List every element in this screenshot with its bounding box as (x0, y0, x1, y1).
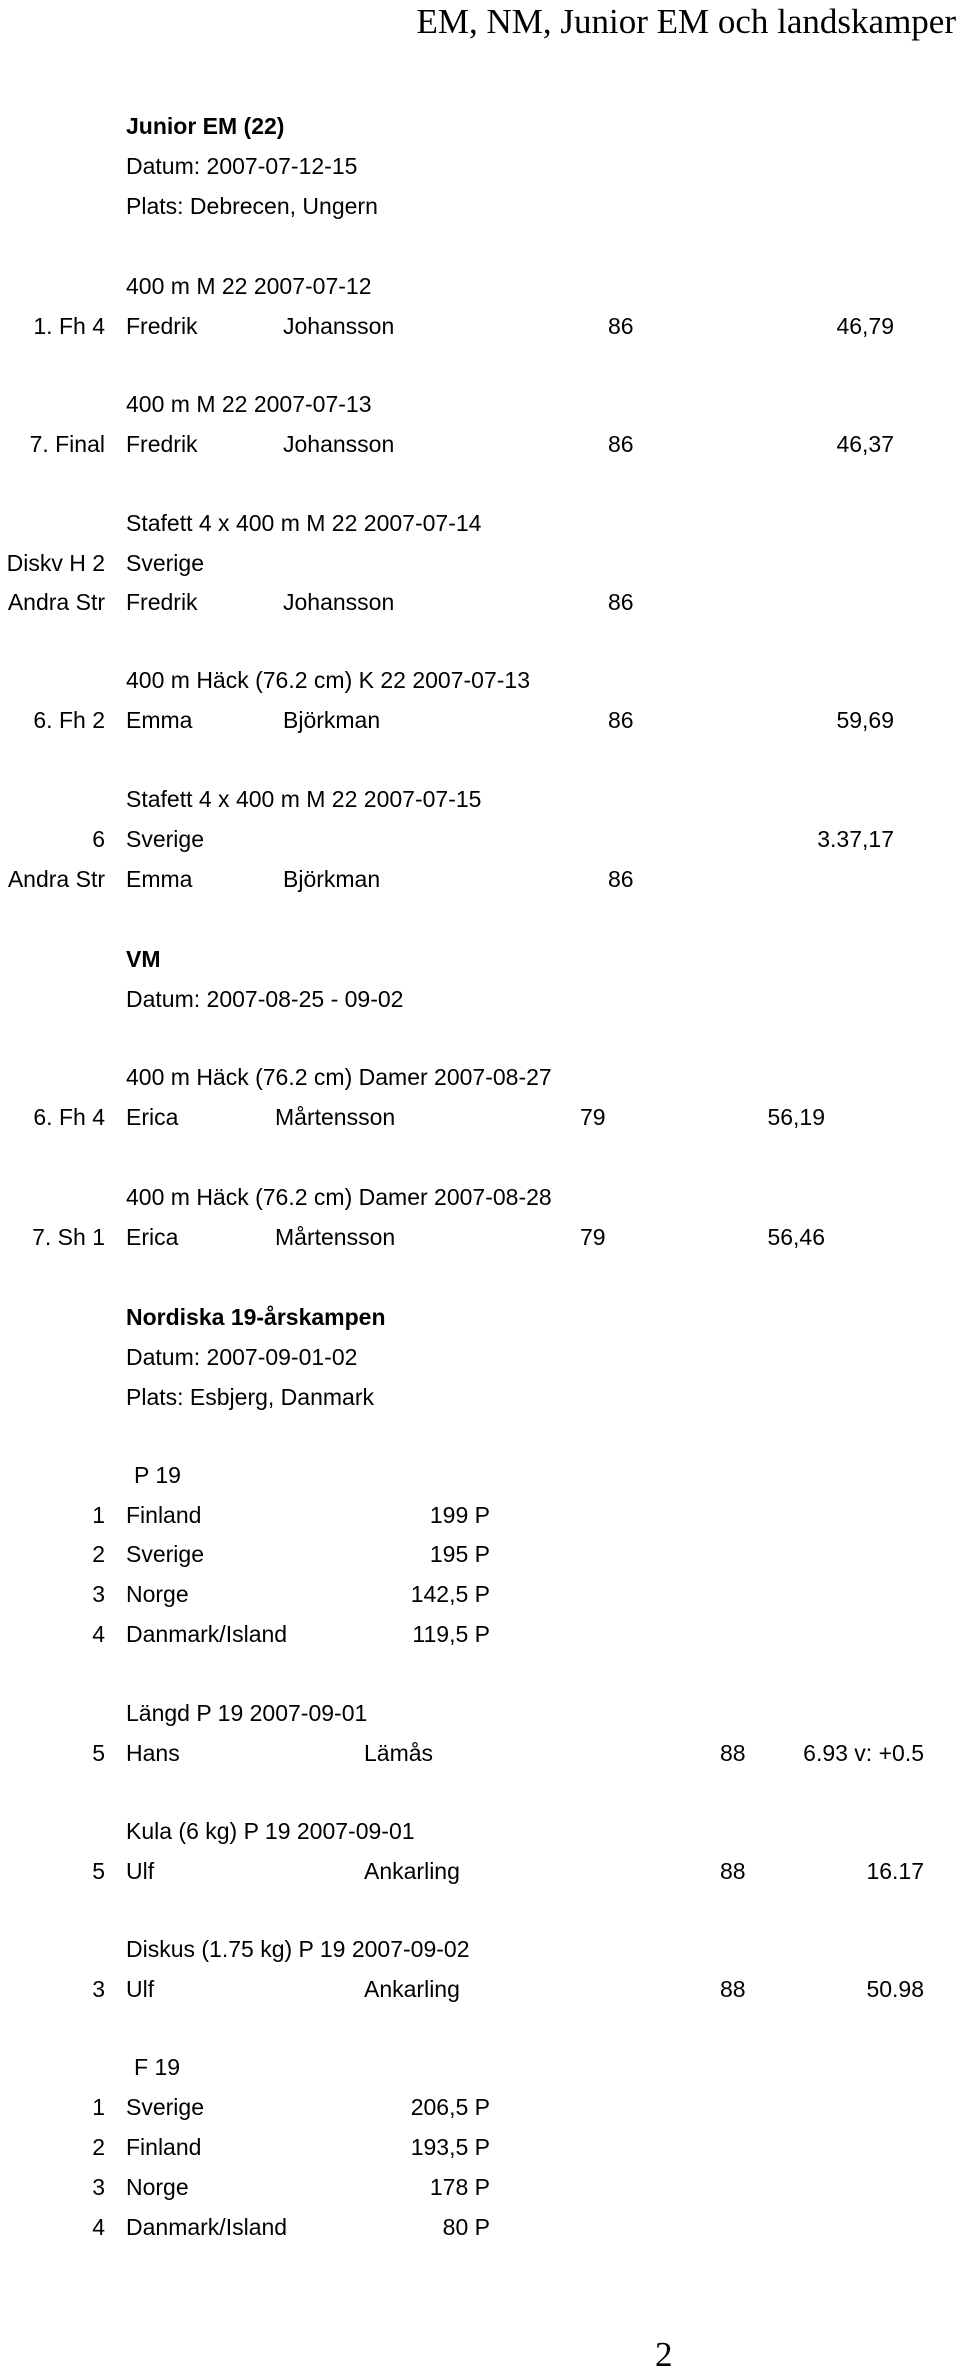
first-name: Erica (126, 1224, 179, 1250)
event-title: Stafett 4 x 400 m M 22 2007-07-14 (126, 510, 482, 536)
team-name: Sverige (126, 550, 204, 576)
team-row (0, 2134, 960, 2164)
result: 46,79 (836, 313, 894, 339)
result: 56,19 (767, 1104, 825, 1130)
event-title: 400 m Häck (76.2 cm) K 22 2007-07-13 (126, 667, 530, 693)
place: 3 (92, 2174, 105, 2200)
team-row (0, 2214, 960, 2244)
place: 6 (92, 826, 105, 852)
last-name: Björkman (283, 866, 381, 892)
team-name: Danmark/Island (126, 2214, 288, 2240)
birth-year: 86 (608, 313, 634, 339)
place: 6. Fh 4 (33, 1104, 105, 1130)
place: 2 (92, 1541, 105, 1567)
first-name: Emma (126, 866, 193, 892)
birth-year: 88 (720, 1976, 746, 2002)
team-name: Sverige (126, 826, 204, 852)
event-title: Längd P 19 2007-09-01 (126, 1700, 368, 1726)
team-row (0, 2094, 960, 2124)
event-title: 400 m Häck (76.2 cm) Damer 2007-08-28 (126, 1184, 552, 1210)
team-name: Finland (126, 2134, 202, 2160)
last-name: Johansson (283, 589, 395, 615)
last-name: Ankarling (364, 1976, 460, 2002)
place: 7. Final (29, 431, 105, 457)
team-row (0, 2174, 960, 2204)
team-points: 206,5 P (410, 2094, 490, 2120)
result-row (0, 1224, 960, 1254)
place: Andra Str (7, 589, 105, 615)
team-name: Finland (126, 1502, 202, 1528)
last-name: Lämås (364, 1740, 434, 1766)
place: 5 (92, 1858, 105, 1884)
section-date: Datum: 2007-08-25 - 09-02 (126, 986, 404, 1012)
section-title-vm: VM (126, 946, 161, 972)
last-name: Ankarling (364, 1858, 460, 1884)
team-points: 193,5 P (410, 2134, 490, 2160)
section-place: Plats: Esbjerg, Danmark (126, 1384, 374, 1410)
result-row (0, 1858, 960, 1888)
birth-year: 86 (608, 431, 634, 457)
last-name: Björkman (283, 707, 381, 733)
result-row (0, 550, 960, 580)
event-title: Stafett 4 x 400 m M 22 2007-07-15 (126, 786, 482, 812)
section-title-nordic: Nordiska 19-årskampen (126, 1304, 386, 1330)
result: 16.17 (866, 1858, 924, 1884)
place: 7. Sh 1 (32, 1224, 105, 1250)
place: 1 (92, 2094, 105, 2120)
team-row (0, 1541, 960, 1571)
birth-year: 86 (608, 589, 634, 615)
result-row (0, 1104, 960, 1134)
result-row (0, 1740, 960, 1770)
event-title: 400 m M 22 2007-07-12 (126, 273, 372, 299)
first-name: Fredrik (126, 313, 198, 339)
place: 4 (92, 2214, 105, 2240)
team-points: 199 P (429, 1502, 490, 1528)
place: 2 (92, 2134, 105, 2160)
result-row (0, 1976, 960, 2006)
team-points: 142,5 P (410, 1581, 490, 1607)
result-row (0, 431, 960, 461)
result: 3.37,17 (817, 826, 894, 852)
birth-year: 86 (608, 866, 634, 892)
result: 46,37 (836, 431, 894, 457)
place: 5 (92, 1740, 105, 1766)
last-name: Mårtensson (275, 1224, 396, 1250)
first-name: Erica (126, 1104, 179, 1130)
team-table-title: F 19 (134, 2054, 181, 2080)
birth-year: 86 (608, 707, 634, 733)
last-name: Johansson (283, 431, 395, 457)
page-header: EM, NM, Junior EM och landskamper (416, 2, 956, 41)
result: 6.93 v: +0.5 (803, 1740, 924, 1766)
team-points: 195 P (429, 1541, 490, 1567)
place: 6. Fh 2 (33, 707, 105, 733)
team-name: Sverige (126, 1541, 204, 1567)
team-name: Norge (126, 1581, 189, 1607)
place: 1 (92, 1502, 105, 1528)
result-row (0, 313, 960, 343)
place: Andra Str (7, 866, 105, 892)
result-row (0, 707, 960, 737)
team-name: Sverige (126, 2094, 204, 2120)
birth-year: 88 (720, 1858, 746, 1884)
team-row (0, 1621, 960, 1651)
result-row (0, 866, 960, 896)
place: Diskv H 2 (6, 550, 105, 576)
first-name: Emma (126, 707, 193, 733)
last-name: Johansson (283, 313, 395, 339)
first-name: Fredrik (126, 589, 198, 615)
last-name: Mårtensson (275, 1104, 396, 1130)
result: 59,69 (836, 707, 894, 733)
team-points: 178 P (429, 2174, 490, 2200)
first-name: Hans (126, 1740, 180, 1766)
section-place: Plats: Debrecen, Ungern (126, 193, 378, 219)
team-row (0, 1502, 960, 1532)
team-points: 80 P (442, 2214, 490, 2240)
team-name: Norge (126, 2174, 189, 2200)
page-number: 2 (655, 2335, 673, 2374)
result: 50.98 (866, 1976, 924, 2002)
team-points: 119,5 P (412, 1621, 490, 1647)
place: 4 (92, 1621, 105, 1647)
birth-year: 79 (580, 1224, 606, 1250)
result-row (0, 589, 960, 619)
result-row (0, 826, 960, 856)
event-title: Kula (6 kg) P 19 2007-09-01 (126, 1818, 415, 1844)
first-name: Fredrik (126, 431, 198, 457)
result: 56,46 (767, 1224, 825, 1250)
place: 3 (92, 1581, 105, 1607)
birth-year: 88 (720, 1740, 746, 1766)
team-name: Danmark/Island (126, 1621, 288, 1647)
place: 1. Fh 4 (33, 313, 105, 339)
section-date: Datum: 2007-09-01-02 (126, 1344, 358, 1370)
team-row (0, 1581, 960, 1611)
section-date: Datum: 2007-07-12-15 (126, 153, 358, 179)
birth-year: 79 (580, 1104, 606, 1130)
first-name: Ulf (126, 1976, 155, 2002)
event-title: Diskus (1.75 kg) P 19 2007-09-02 (126, 1936, 470, 1962)
section-title-junior-em: Junior EM (22) (126, 113, 285, 139)
event-title: 400 m M 22 2007-07-13 (126, 391, 372, 417)
first-name: Ulf (126, 1858, 155, 1884)
place: 3 (92, 1976, 105, 2002)
team-table-title: P 19 (134, 1462, 181, 1488)
event-title: 400 m Häck (76.2 cm) Damer 2007-08-27 (126, 1064, 552, 1090)
